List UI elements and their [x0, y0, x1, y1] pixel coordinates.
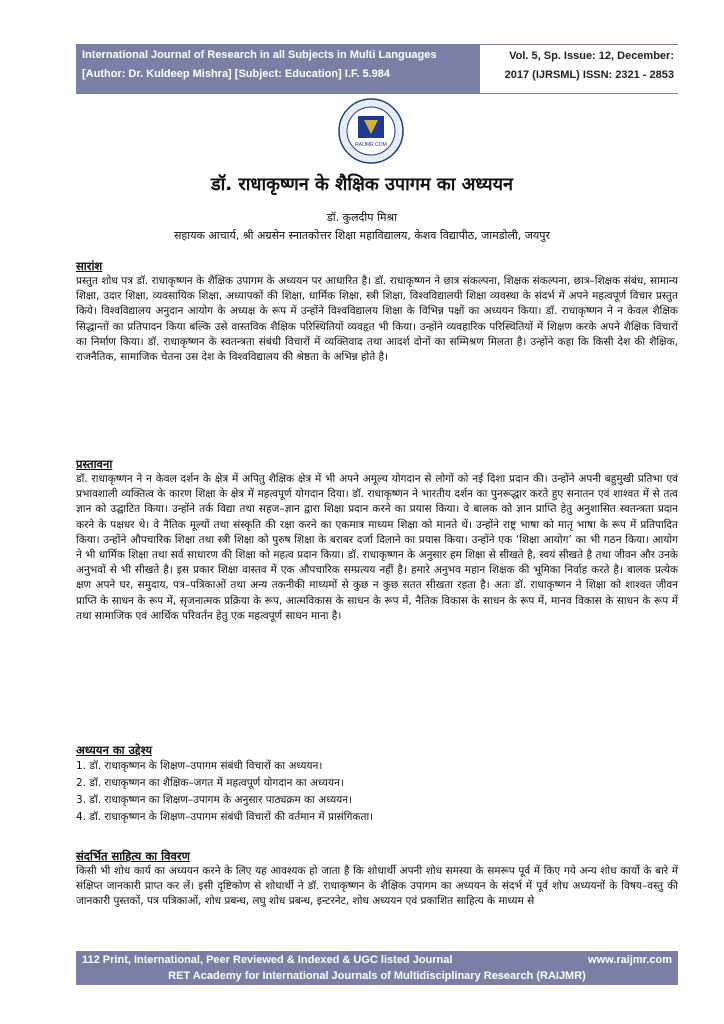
journal-logo — [338, 98, 404, 164]
literature-section — [76, 848, 678, 910]
abstract-section — [76, 258, 678, 365]
author-name: डॉ. कुलदीप मिश्रा — [326, 211, 398, 224]
objectives-heading: अध्ययन का उद्देश्य — [76, 743, 153, 757]
journal-header — [76, 44, 678, 94]
objective-item: 1. डॉ. राधाकृष्णन के शिक्षण–उपागम संबंधी विचारों का अध्ययन। — [76, 760, 323, 772]
author-subject-line: [Author: Dr. Kuldeep Mishra] [Subject: Education] I.F. 5.984 — [82, 68, 391, 80]
volume-issue: Vol. 5, Sp. Issue: 12, December: — [509, 50, 674, 62]
journal-header-right — [478, 44, 678, 94]
footer-publisher: RET Academy for International Journals of Multidisciplinary Research (RAIJMR) — [168, 970, 586, 982]
journal-header-left — [76, 44, 478, 94]
literature-text: किसी भी शोध कार्य का अध्ययन करने के लिए यह आवश्यक हो जाता है कि शोधार्थी अपनी शोध समस्या के समरूप पूर्व में किए गये अन्य शोध कार्यो के बारे में संक्षिप्त जानकारी प्राप्त कर लें। इसी दृष्टिकोण से शोधार्थी ने डॉ. राधाकृष्णन के शैक्षिक उपागम का अध्ययन के संदर्भ में पूर्व शोध अध्ययनों के विषय–वस्तु की जानकारी पुस्तकों, पत्र पत्रिकाओं, शोध प्रबन्ध, लघु शोध प्रबन्ध, इन्टरनेट, शोध अध्ययन एवं प्रकाशित साहित्य के माध्यम से — [76, 865, 678, 908]
issn-line: 2017 (IJRSML) ISSN: 2321 - 2853 — [504, 69, 674, 81]
journal-name: International Journal of Research in all Subjects in Multi Languages — [82, 49, 437, 61]
introduction-heading: प्रस्तावना — [76, 457, 113, 471]
author-affiliation: सहायक आचार्य, श्री अग्रसेन स्नातकोत्तर शिक्षा महाविद्यालय, केशव विद्यापीठ, जामडोली, जयपुर — [173, 229, 551, 242]
footer-website-link[interactable]: www.raijmr.com — [588, 954, 672, 966]
footer-page-line: 112 Print, International, Peer Reviewed & Indexed & UGC listed Journal — [82, 954, 453, 966]
logo-text: RAIJMR.COM — [355, 142, 387, 148]
literature-heading: संदर्भित साहित्य का विवरण — [76, 849, 190, 863]
objective-item: 2. डॉ. राधाकृष्णन का शैक्षिक–जगत में महत्वपूर्ण योगदान का अध्ययन। — [76, 777, 344, 789]
introduction-section — [76, 456, 678, 624]
abstract-heading: सारांश — [76, 259, 103, 273]
objective-item: 3. डॉ. राधाकृष्णन का शिक्षण–उपागम के अनुसार पाठ्यक्रम का अध्ययन। — [76, 794, 353, 806]
abstract-text: प्रस्तुत शोध पत्र डॉ. राधाकृष्णन के शैक्षिक उपागम के अध्ययन पर आधारित है। डॉ. राधाकृष्णन ने छात्र संकल्पना, शिक्षक संकल्पना, छात्र–शिक्षक संबंध, सामान्य शिक्षा, उदार शिक्षा, व्यवसायिक शिक्षा, अध्यापकों की शिक्षा, धार्मिक शिक्षा, स्त्री शिक्षा, विश्वविद्यालयी शिक्षा व्यवस्था के संदर्भ में अपने महत्वपूर्ण विचार प्रस्तुत किये। विश्वविद्यालय अनुदान आयोग के अध्यक्ष के रूप में उन्होंने विश्वविद्यालय शिक्षा के विभिन्न पक्षों का अध्ययन किया। डॉ. राधाकृष्णन ने न केवल शैक्षिक सिद्धान्तों का प्रतिपादन किया बल्कि उसे वास्तविक शैक्षिक परिस्थितियों व्यवहृत भी किया। उन्होंने व्यवहारिक परिस्थितियों में शिक्षण करके अपने शैक्षिक विचारों का निर्माण किया। डॉ. राधाकृष्णन के स्वतन्त्रता संबंधी विचारों में व्यक्तिवाद तथा आदर्श दोनों का सम्मिश्रण मिलता है। उन्होंने कहा कि किसी देश की शैक्षिक, राजनैतिक, सामाजिक चेतना उस देश के विश्वविद्यालय की श्रेष्ठता के अभिन्न होते है। — [76, 275, 678, 364]
introduction-text: डॉ. राधाकृष्णन ने न केवल दर्शन के क्षेत्र में अपितु शैक्षिक क्षेत्र में भी अपने अमूल्य योगदान से लोगों को नई दिशा प्रदान की। उन्होंने अपनी बहुमुखी प्रतिभा एवं प्रभावशाली व्यक्तित्व के कारण शिक्षा के क्षेत्र में महत्वपूर्ण योगदान दिया। डॉ. राधाकृष्णन ने भारतीय दर्शन का पुनरूद्धार करते हुए सनातन एवं शाश्वत में से तत्व ज्ञान को उद्घाटित किया। उन्होंने तर्क विद्या तथा सहज–ज्ञान द्वारा शिक्षा प्रदान करने का प्रयास किया। वे बालक को ज्ञान प्राप्ति हेतु अनुशासित स्वतन्त्रता प्रदान करने के पक्षधर थे। वे नैतिक मूल्यों तथा संस्कृति की रक्षा करने का एकमात्र माध्यम शिक्षा को मानते थें। उन्होंने राष्ट्र भाषा को मातृ भाषा के रूप में प्रतिपादित किया। उन्होंने औपचारिक शिक्षा तथा स्त्री शिक्षा को पुरुष शिक्षा के बराबर दर्जा दिलाने का प्रयास किया। उन्होंने एक ‘शिक्षा आयोग’ का भी गठन किया। आयोग ने भी धार्मिक शिक्षा तथा सर्व साधारण की शिक्षा को महत्व प्रदान किया। डॉ. राधाकृष्णन के अनुसार हम शिक्षा से सीखते है, स्वयं सीखते है तथा जीवन और उनके अनुभवों से भी सीखते है। इस प्रकार शिक्षा वास्तव में एक औपचारिक सम्प्रत्यय नहीं है। हमारे अनुभव महान शिक्षक की भूमिका निर्वाह करते है। बालक प्रत्येक क्षण अपने घर, समुदाय, पत्र–पत्रिकाओं तथा अन्य तकनीकी माध्यमों से कुछ न कुछ सतत सीखता रहता है। अतः डॉ. राधाकृष्णन ने शिक्षा को शाश्वत जीवन प्राप्ति के साधन के रूप में, सृजनात्मक प्रक्रिया के रूप, आत्मविकास के साधन के रूप में, नैतिक विकास के साधन के रूप में, मानव विकास के साधन के रूप में तथा सामाजिक एवं आर्थिक परिवर्तन हेतु एक महत्वपूर्ण साधन माना है। — [76, 473, 678, 622]
objective-item: 4. डॉ. राधाकृष्णन के शिक्षण–उपागम संबंधी विचारों की वर्तमान में प्रासंगिकता। — [76, 811, 374, 823]
journal-footer — [76, 951, 678, 985]
objectives-section — [76, 742, 678, 826]
paper-title: डॉ. राधाकृष्णन के शैक्षिक उपागम का अध्ययन — [210, 174, 514, 195]
